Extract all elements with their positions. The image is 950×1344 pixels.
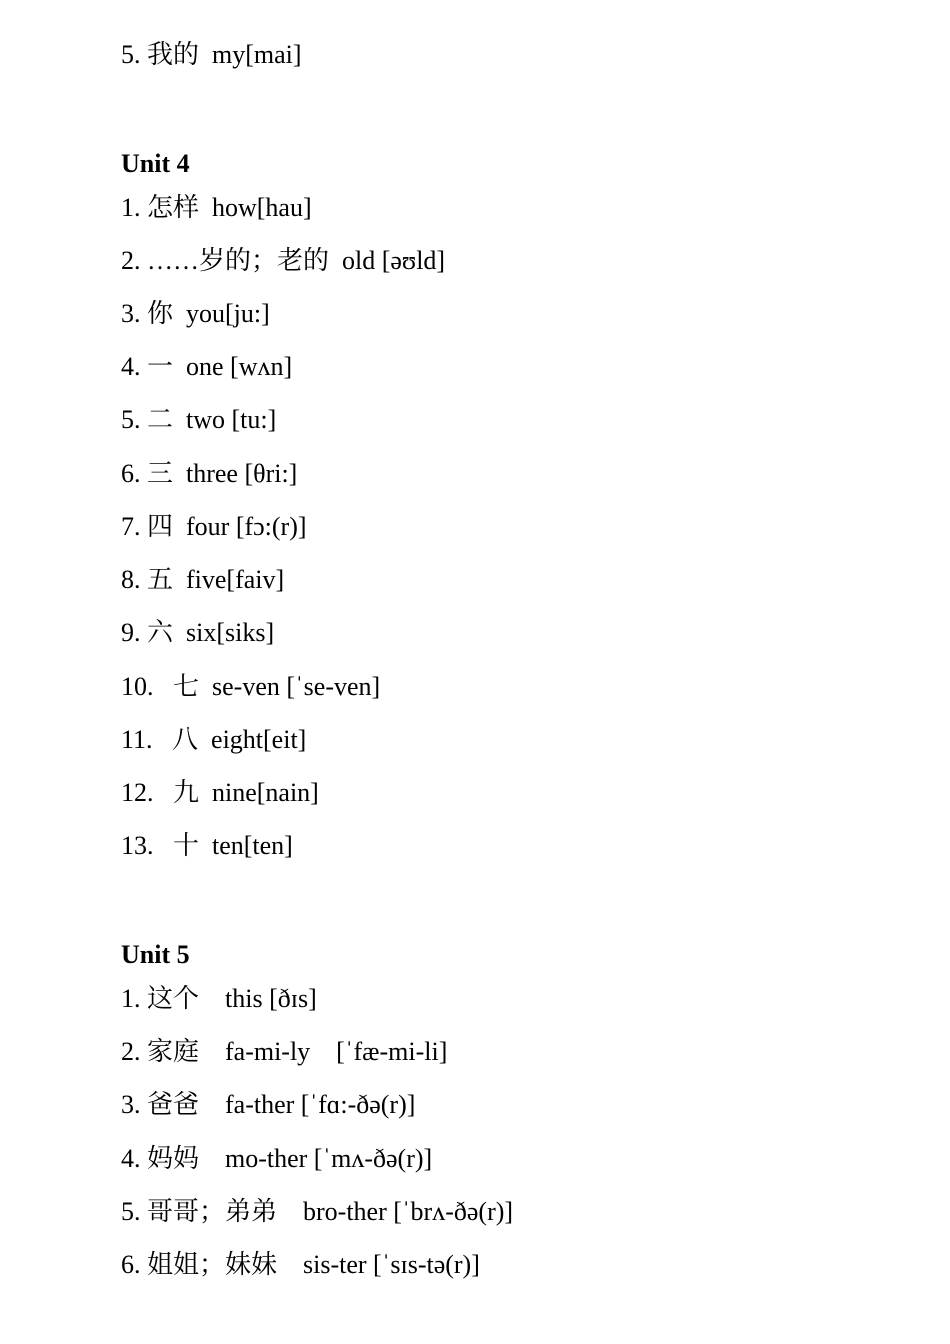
vocab-item: 5. 二 two [tu:] [121, 405, 277, 434]
vocab-item: 4. 一 one [wʌn] [121, 352, 293, 381]
vocab-item: 1. 怎样 how[hau] [121, 193, 312, 222]
unit-5-heading: Unit 5 [121, 940, 190, 969]
vocab-item: 2. 家庭 fa-mi-ly [ˈfæ-mi-li] [121, 1037, 448, 1066]
vocab-item: 10. 七 se-ven [ˈse-ven] [121, 672, 381, 701]
vocab-item-my: 5. 我的 my[mai] [121, 40, 302, 69]
vocab-item: 11. 八 eight[eit] [121, 725, 307, 754]
vocab-item: 3. 爸爸 fa-ther [ˈfɑ:-ðə(r)] [121, 1090, 416, 1119]
vocab-item: 1. 这个 this [ðɪs] [121, 984, 317, 1013]
vocab-item: 7. 四 four [fɔ:(r)] [121, 512, 307, 541]
vocab-item: 4. 妈妈 mo-ther [ˈmʌ-ðə(r)] [121, 1144, 433, 1173]
vocab-item: 12. 九 nine[nain] [121, 778, 319, 807]
unit-4-heading: Unit 4 [121, 149, 190, 178]
vocab-item: 2. ……岁的；老的 old [əʊld] [121, 246, 446, 275]
vocab-item: 13. 十 ten[ten] [121, 831, 293, 860]
vocab-item: 3. 你 you[ju:] [121, 299, 270, 328]
vocab-item: 9. 六 six[siks] [121, 618, 275, 647]
vocab-item: 6. 三 three [θri:] [121, 459, 298, 488]
vocab-item: 6. 姐姐；妹妹 sis-ter [ˈsɪs-tə(r)] [121, 1250, 480, 1279]
vocab-item: 5. 哥哥；弟弟 bro-ther [ˈbrʌ-ðə(r)] [121, 1197, 514, 1226]
vocab-item: 8. 五 five[faiv] [121, 565, 285, 594]
